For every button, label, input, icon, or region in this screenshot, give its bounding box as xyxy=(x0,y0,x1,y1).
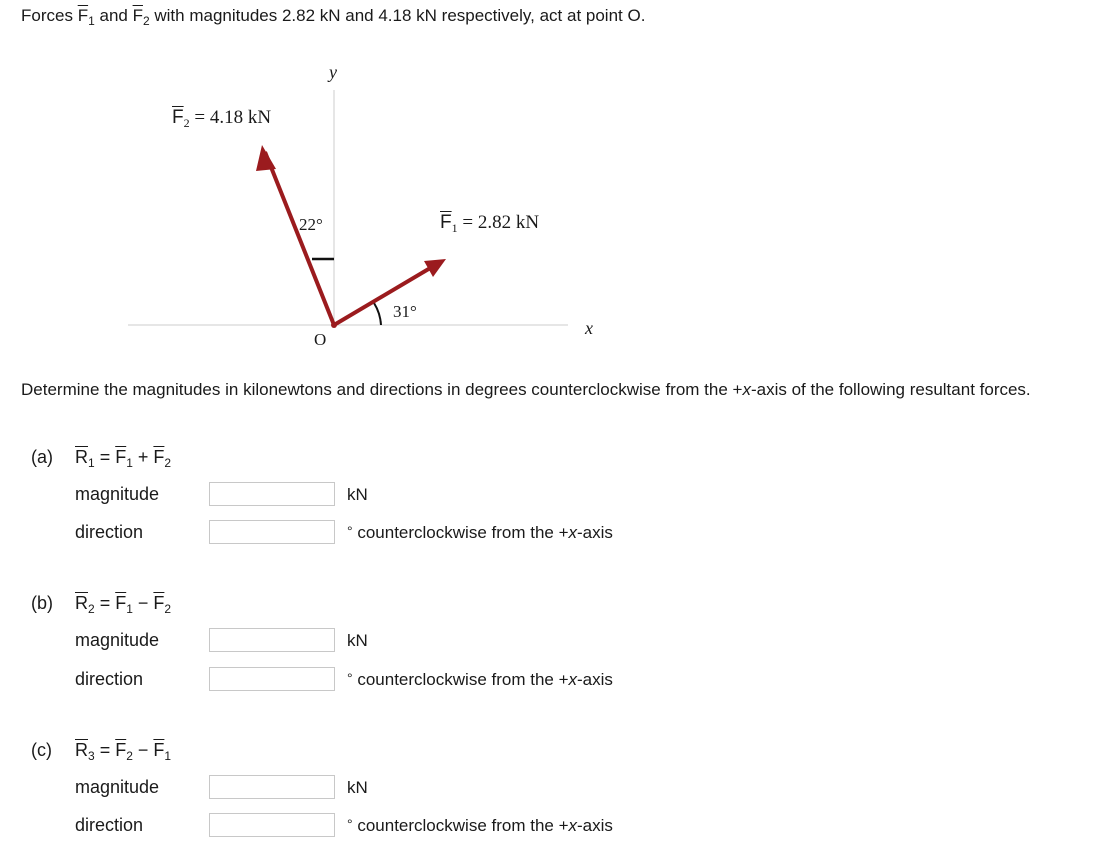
f2-angle-label: 22° xyxy=(299,215,323,234)
f2-arrow xyxy=(265,152,334,325)
part-a-direction-label: direction xyxy=(75,522,144,542)
f2-symbol: $\overline{F}$ xyxy=(132,6,143,25)
force-diagram xyxy=(0,0,1106,370)
part-b-magnitude-input[interactable] xyxy=(209,628,335,652)
part-c-equation: $\overline{R}_3 = \overline{F}_2 - \overline{F}_1$ xyxy=(75,740,172,763)
part-a-magnitude-input[interactable] xyxy=(209,482,335,506)
part-a-label: (a) xyxy=(31,447,53,467)
part-a-magnitude-label: magnitude xyxy=(75,484,160,504)
part-c-magnitude-unit: kN xyxy=(347,778,368,797)
question-prompt: Determine the magnitudes in kilonewtons and directions in degrees counterclockwise from the +x-axis of the following resultant forces. xyxy=(21,380,1031,399)
part-c-direction-unit: ° counterclockwise from the +x-axis xyxy=(347,816,613,835)
f1-arrow xyxy=(334,264,437,325)
part-c-direction-input[interactable] xyxy=(209,813,335,837)
part-c-direction-label: direction xyxy=(75,815,144,835)
part-b-magnitude-label: magnitude xyxy=(75,630,160,650)
part-c-label: (c) xyxy=(31,740,52,760)
part-b-direction-label: direction xyxy=(75,669,144,689)
f1-label: $\overline{F}_1 = 2.82$ kN xyxy=(440,212,540,235)
f2-label: $\overline{F}_2 = 4.18$ kN xyxy=(172,107,272,130)
y-axis-label: y xyxy=(329,62,337,82)
part-c-magnitude-label: magnitude xyxy=(75,777,160,797)
part-b-direction-unit: ° counterclockwise from the +x-axis xyxy=(347,670,613,689)
f1-angle-label: 31° xyxy=(393,302,417,321)
part-a-direction-input[interactable] xyxy=(209,520,335,544)
x-axis-label: x xyxy=(585,318,593,338)
f1-symbol: $\overline{F}$ xyxy=(77,6,89,25)
part-b-direction-input[interactable] xyxy=(209,667,335,691)
part-a-magnitude-unit: kN xyxy=(347,485,368,504)
part-a-direction-unit: ° counterclockwise from the +x-axis xyxy=(347,523,613,542)
part-b-label: (b) xyxy=(31,593,53,613)
f1-angle-arc xyxy=(374,303,381,325)
origin-point xyxy=(331,322,337,328)
f2-arrowhead xyxy=(256,145,276,171)
part-b-equation: $\overline{R}_2 = \overline{F}_1 - \overline{F}_2$ xyxy=(75,593,172,616)
problem-statement: Forces $\overline{F}_1$ and $\overline{F}_2$ with magnitudes 2.82 kN and 4.18 kN respectively, act at point O. xyxy=(21,6,646,28)
origin-label: O xyxy=(314,330,327,349)
part-c-magnitude-input[interactable] xyxy=(209,775,335,799)
part-a-equation: $\overline{R}_1 = \overline{F}_1 + \overline{F}_2$ xyxy=(75,447,172,470)
part-b-magnitude-unit: kN xyxy=(347,631,368,650)
